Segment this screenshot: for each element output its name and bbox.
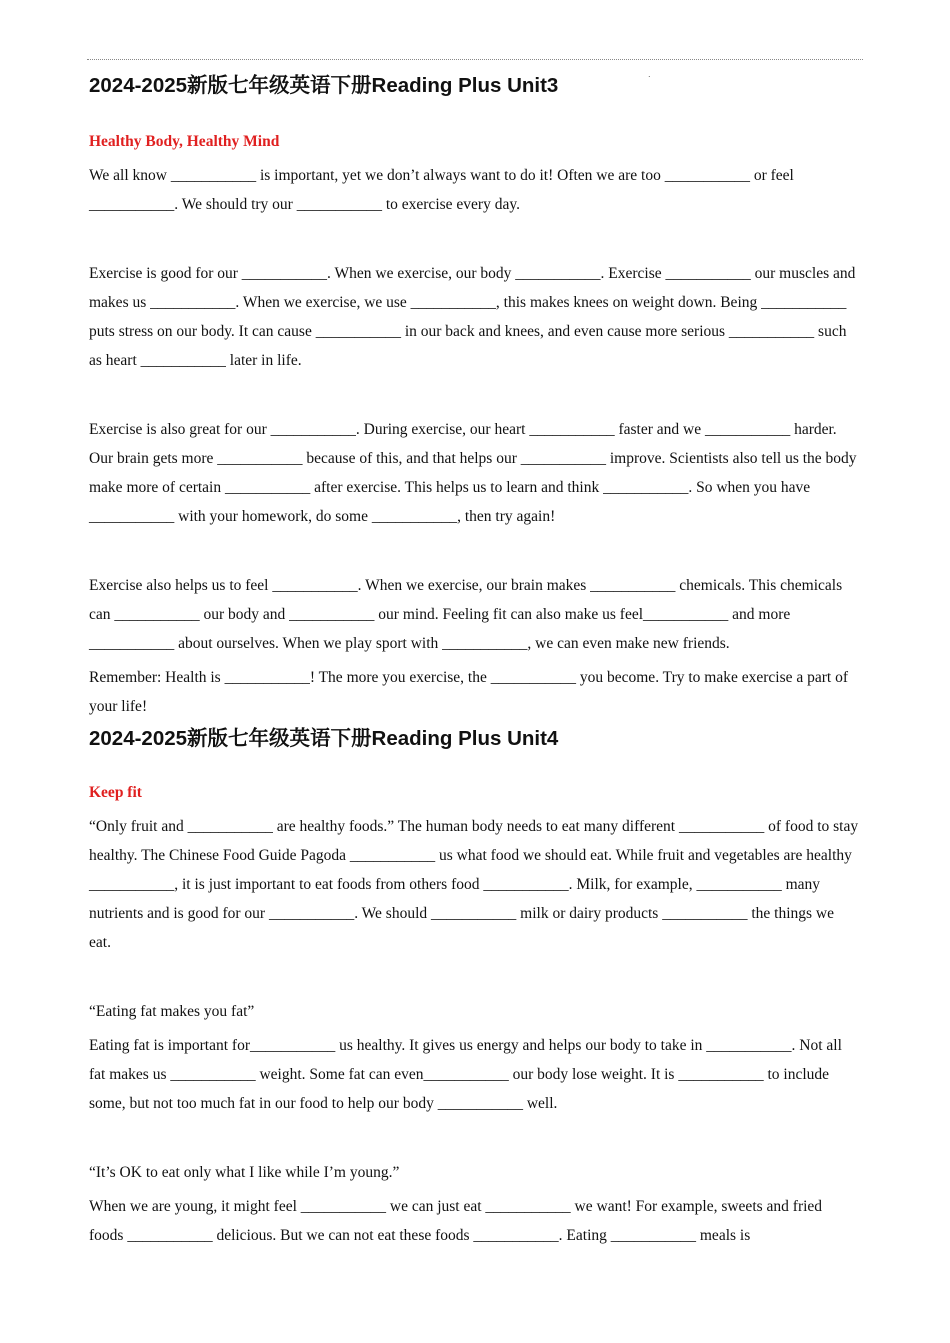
unit3-paragraph-3: Exercise is also great for our ___________. During exercise, our heart ___________ faster and we ___________ harder. Our brain gets more ___________ because of this, and that helps our ___________ improve. Scientists also tell us the body make more of certain ___________ after exercise. This helps us to learn and think ___________. So when you have ___________ with your homework, do some ___________, then try again! [89, 421, 857, 525]
unit4-subtitle: Keep fit [89, 784, 142, 801]
header-divider [87, 59, 863, 60]
unit4-quote-heading-2: “It’s OK to eat only what I like while I’m young.” [89, 1164, 400, 1181]
unit3-paragraph-4: Exercise also helps us to feel ___________. When we exercise, our brain makes ___________ chemicals. This chemicals can ___________ our body and ___________ our mind. Feeling fit can also make us feel___________ and more ___________ about ourselves. When we play sport with ___________, we can even make new friends. [89, 577, 843, 652]
unit4-section [89, 725, 859, 1250]
unit4-paragraph-3: When we are young, it might feel ___________ we can just eat ___________ we want! For example, sweets and fried foods ___________ delicious. But we can not eat these foods ___________. Eating ___________ meals is [89, 1198, 823, 1244]
unit3-title: 2024-2025新版七年级英语下册Reading Plus Unit3 [89, 74, 559, 97]
unit3-section [89, 72, 859, 721]
unit4-paragraph-2: Eating fat is important for___________ us healthy. It gives us energy and helps our body to take in ___________. Not all fat makes us ___________ weight. Some fat can even___________ our body lose weight. It is ___________ to include some, but not too much fat in our food to help our body ___________ well. [89, 1037, 842, 1112]
unit4-title: 2024-2025新版七年级英语下册Reading Plus Unit4 [89, 727, 559, 750]
unit3-paragraph-1: We all know ___________ is important, yet we don’t always want to do it! Often we are too ___________ or feel ___________. We should try our ___________ to exercise every day. [89, 167, 794, 213]
unit3-subtitle: Healthy Body, Healthy Mind [89, 133, 280, 150]
unit4-quote-heading-1: “Eating fat makes you fat” [89, 1003, 255, 1020]
unit4-paragraph-1: “Only fruit and ___________ are healthy foods.” The human body needs to eat many different ___________ of food to stay healthy. The Chinese Food Guide Pagoda ___________ us what food we should eat. While fruit and vegetables are healthy ___________, it is just important to eat foods from others food ___________. Milk, for example, ___________ many nutrients and is good for our ___________. We should ___________ milk or dairy products ___________ the things we eat. [89, 818, 859, 951]
unit3-paragraph-2: Exercise is good for our ___________. When we exercise, our body ___________. Exercise ___________ our muscles and makes us ___________. When we exercise, we use ___________, this makes knees on weight down. Being ___________ puts stress on our body. It can cause ___________ in our back and knees, and even cause more serious ___________ such as heart ___________ later in life. [89, 265, 856, 369]
unit3-paragraph-5: Remember: Health is ___________! The more you exercise, the ___________ you become. Try to make exercise a part of your life! [89, 669, 849, 715]
worksheet-content [89, 72, 859, 1250]
header-mark: . [648, 70, 651, 79]
